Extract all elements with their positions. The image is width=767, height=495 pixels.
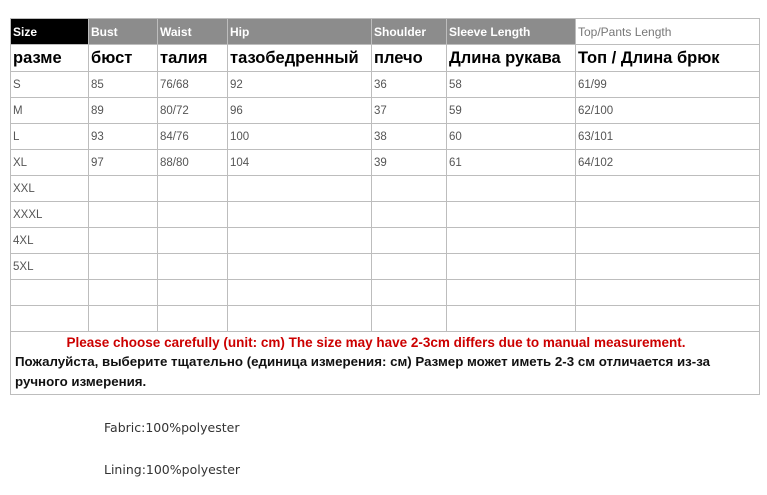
ru-header-shoulder: плечо <box>372 45 447 72</box>
header-shoulder: Shoulder <box>372 19 447 45</box>
cell-bust: 97 <box>89 150 158 176</box>
lining-info: Lining:100%polyester <box>104 462 241 477</box>
cell-hip: 96 <box>228 98 372 124</box>
cell-size <box>11 280 89 306</box>
cell-waist: 76/68 <box>158 72 228 98</box>
cell-shoulder <box>372 176 447 202</box>
cell-length: 63/101 <box>576 124 760 150</box>
cell-size: 5XL <box>11 254 89 280</box>
note-row <box>11 332 760 395</box>
cell-waist: 80/72 <box>158 98 228 124</box>
note-english: Please choose carefully (unit: cm) The size may have 2-3cm differs due to manual measurement. <box>66 335 686 350</box>
cell-size: S <box>11 72 89 98</box>
cell-sleeve: 58 <box>447 72 576 98</box>
cell-length: 62/100 <box>576 98 760 124</box>
cell-sleeve <box>447 254 576 280</box>
table-row <box>11 150 760 176</box>
cell-waist <box>158 306 228 332</box>
table-row <box>11 72 760 98</box>
ru-header-top-pants-length: Топ / Длина брюк <box>576 45 760 72</box>
cell-bust: 93 <box>89 124 158 150</box>
fabric-info: Fabric:100%polyester <box>104 420 240 435</box>
cell-waist <box>158 228 228 254</box>
cell-hip <box>228 228 372 254</box>
table-row <box>11 306 760 332</box>
cell-bust: 89 <box>89 98 158 124</box>
cell-length: 64/102 <box>576 150 760 176</box>
ru-header-sleeve-length: Длина рукава <box>447 45 576 72</box>
cell-sleeve: 60 <box>447 124 576 150</box>
cell-bust <box>89 254 158 280</box>
table-row <box>11 228 760 254</box>
table-row <box>11 98 760 124</box>
cell-shoulder: 36 <box>372 72 447 98</box>
cell-waist: 84/76 <box>158 124 228 150</box>
header-size: Size <box>11 19 89 45</box>
cell-shoulder <box>372 306 447 332</box>
header-waist: Waist <box>158 19 228 45</box>
cell-sleeve <box>447 176 576 202</box>
cell-bust <box>89 228 158 254</box>
ru-header-size: разме <box>11 45 89 72</box>
cell-waist <box>158 254 228 280</box>
cell-hip <box>228 202 372 228</box>
cell-shoulder: 39 <box>372 150 447 176</box>
ru-header-waist: талия <box>158 45 228 72</box>
cell-sleeve <box>447 280 576 306</box>
cell-hip <box>228 254 372 280</box>
cell-hip <box>228 280 372 306</box>
cell-length <box>576 254 760 280</box>
cell-length <box>576 228 760 254</box>
cell-shoulder <box>372 254 447 280</box>
cell-bust: 85 <box>89 72 158 98</box>
header-row <box>11 19 760 45</box>
cell-waist <box>158 176 228 202</box>
cell-sleeve <box>447 202 576 228</box>
cell-size: L <box>11 124 89 150</box>
cell-length <box>576 280 760 306</box>
cell-sleeve: 59 <box>447 98 576 124</box>
cell-hip: 92 <box>228 72 372 98</box>
cell-sleeve <box>447 306 576 332</box>
cell-hip <box>228 306 372 332</box>
cell-sleeve <box>447 228 576 254</box>
cell-shoulder <box>372 228 447 254</box>
cell-waist: 88/80 <box>158 150 228 176</box>
cell-hip: 100 <box>228 124 372 150</box>
cell-shoulder <box>372 202 447 228</box>
size-chart-table <box>10 18 760 395</box>
cell-size: 4XL <box>11 228 89 254</box>
ru-header-bust: бюст <box>89 45 158 72</box>
table-row <box>11 176 760 202</box>
cell-hip <box>228 176 372 202</box>
cell-waist <box>158 280 228 306</box>
header-top-pants-length: Top/Pants Length <box>576 19 760 45</box>
cell-sleeve: 61 <box>447 150 576 176</box>
header-bust: Bust <box>89 19 158 45</box>
table-row <box>11 202 760 228</box>
cell-size: XXXL <box>11 202 89 228</box>
cell-bust <box>89 306 158 332</box>
cell-size: XL <box>11 150 89 176</box>
ru-header-hip: тазобедренный <box>228 45 372 72</box>
cell-bust <box>89 202 158 228</box>
cell-length: 61/99 <box>576 72 760 98</box>
cell-waist <box>158 202 228 228</box>
cell-length <box>576 306 760 332</box>
russian-header-row <box>11 45 760 72</box>
cell-length <box>576 176 760 202</box>
header-hip: Hip <box>228 19 372 45</box>
note-russian: Пожалуйста, выберите тщательно (единица измерения: см) Размер может иметь 2-3 см отличается из-за ручного измерения. <box>15 354 711 389</box>
cell-size: M <box>11 98 89 124</box>
table-row <box>11 280 760 306</box>
cell-hip: 104 <box>228 150 372 176</box>
cell-shoulder: 37 <box>372 98 447 124</box>
table-row <box>11 254 760 280</box>
cell-length <box>576 202 760 228</box>
cell-shoulder <box>372 280 447 306</box>
note-cell <box>11 332 760 395</box>
cell-shoulder: 38 <box>372 124 447 150</box>
cell-bust <box>89 176 158 202</box>
cell-size <box>11 306 89 332</box>
cell-bust <box>89 280 158 306</box>
header-sleeve-length: Sleeve Length <box>447 19 576 45</box>
cell-size: XXL <box>11 176 89 202</box>
table-row <box>11 124 760 150</box>
